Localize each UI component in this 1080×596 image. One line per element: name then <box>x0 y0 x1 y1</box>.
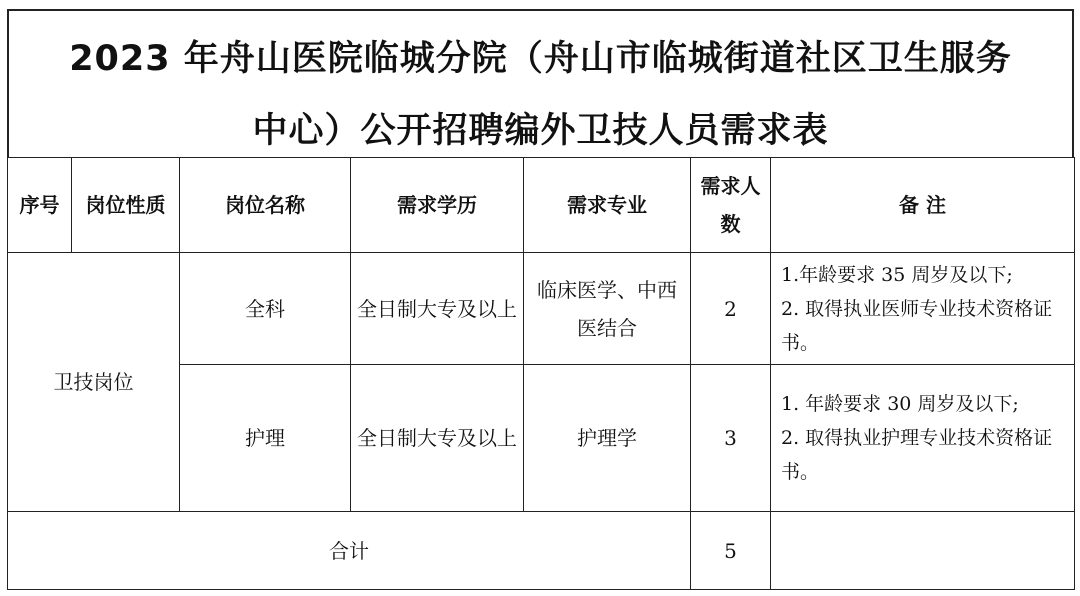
major-cell: 护理学 <box>524 365 691 512</box>
remark-line: 1. 年龄要求 30 周岁及以下; <box>781 393 1019 415</box>
document-title-line-1: 2023 年舟山医院临城分院（舟山市临城街道社区卫生服务 <box>69 39 1012 79</box>
title-block <box>7 9 1074 157</box>
category-cell: 卫技岗位 <box>8 253 180 512</box>
requirements-table <box>7 157 1075 590</box>
total-label: 合计 <box>8 512 691 590</box>
remark-line: 1.年龄要求 35 周岁及以下; <box>781 263 1013 286</box>
recruitment-sheet <box>7 9 1074 589</box>
header-name: 岗位名称 <box>180 158 351 253</box>
table-row <box>8 253 1075 365</box>
total-remarks-empty <box>771 512 1075 590</box>
remarks-cell <box>771 365 1075 512</box>
education-cell: 全日制大专及以上 <box>351 253 524 365</box>
remark-line: 2. 取得执业医师专业技术资格证书。 <box>781 297 1053 354</box>
header-major: 需求专业 <box>524 158 691 253</box>
header-seq: 序号 <box>8 158 72 253</box>
header-row <box>8 158 1075 253</box>
position-name-cell: 护理 <box>180 365 351 512</box>
total-count: 5 <box>691 512 771 590</box>
header-count: 需求人数 <box>691 158 771 253</box>
header-remarks: 备 注 <box>771 158 1075 253</box>
count-cell: 2 <box>691 253 771 365</box>
total-row <box>8 512 1075 590</box>
position-name-cell: 全科 <box>180 253 351 365</box>
header-nature: 岗位性质 <box>72 158 180 253</box>
education-cell: 全日制大专及以上 <box>351 365 524 512</box>
count-cell: 3 <box>691 365 771 512</box>
major-cell: 临床医学、中西医结合 <box>524 253 691 365</box>
remarks-cell <box>771 253 1075 365</box>
remark-line: 2. 取得执业护理专业技术资格证书。 <box>781 427 1053 483</box>
document-title-line-2: 中心）公开招聘编外卫技人员需求表 <box>252 111 829 151</box>
header-education: 需求学历 <box>351 158 524 253</box>
